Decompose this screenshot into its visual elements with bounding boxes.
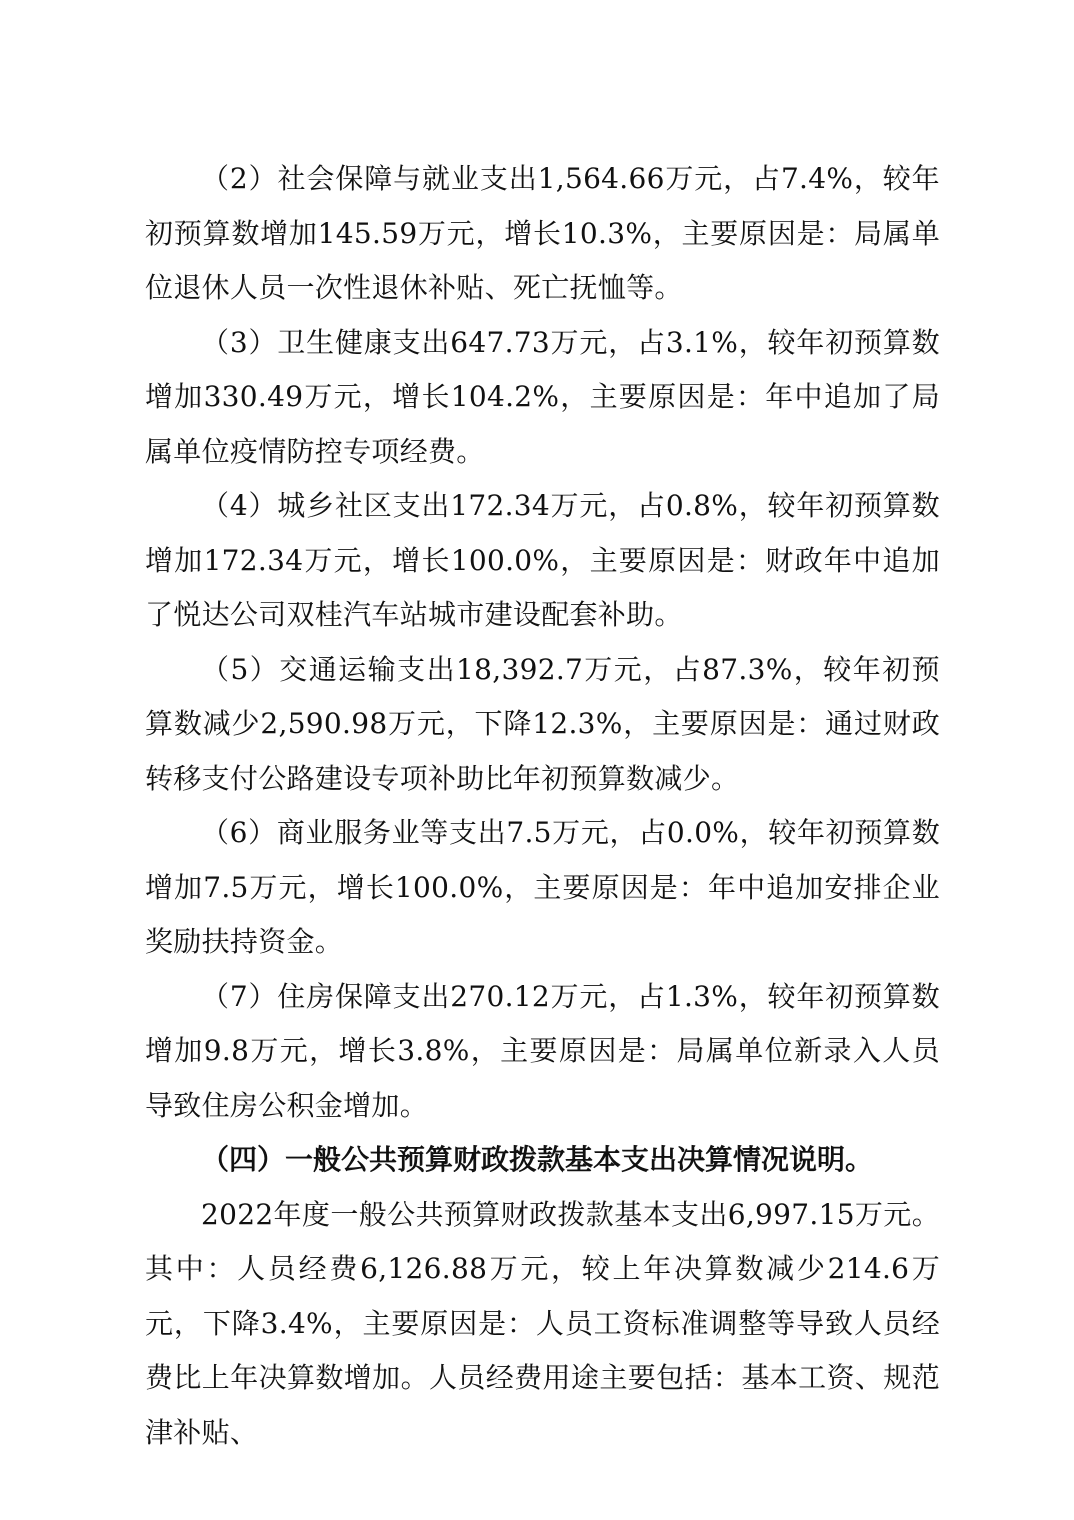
paragraph-social-security: （2）社会保障与就业支出1,564.66万元，占7.4%，较年初预算数增加145.59万元，增长10.3%，主要原因是：局属单位退休人员一次性退休补贴、死亡抚恤等。 [145,162,940,304]
paragraph-basic-expenditure: 2022年度一般公共预算财政拨款基本支出6,997.15万元。其中：人员经费6,126.88万元，较上年决算数减少214.6万元，下降3.4%，主要原因是：人员工资标准调整等导致人员经费比上年决算数增加。人员经费用途主要包括：基本工资、规范津补贴、 [145,1197,940,1449]
paragraph-commerce: （6）商业服务业等支出7.5万元，占0.0%，较年初预算数增加7.5万元，增长100.0%，主要原因是：年中追加安排企业奖励扶持资金。 [145,816,940,958]
section-heading: （四）一般公共预算财政拨款基本支出决算情况说明。 [201,1143,874,1176]
paragraph-health: （3）卫生健康支出647.73万元，占3.1%，较年初预算数增加330.49万元，增长104.2%，主要原因是：年中追加了局属单位疫情防控专项经费。 [145,325,940,468]
paragraph-transport: （5）交通运输支出18,392.7万元，占87.3%，较年初预算数减少2,590.98万元，下降12.3%，主要原因是：通过财政转移支付公路建设专项补助比年初预算数减少。 [145,652,940,795]
paragraph-urban-rural: （4）城乡社区支出172.34万元，占0.8%，较年初预算数增加172.34万元，增长100.0%，主要原因是：财政年中追加了悦达公司双桂汽车站城市建设配套补助。 [145,489,940,631]
document-body [145,152,940,1460]
paragraph-housing: （7）住房保障支出270.12万元，占1.3%，较年初预算数增加9.8万元，增长3.8%，主要原因是：局属单位新录入人员导致住房公积金增加。 [145,979,940,1122]
